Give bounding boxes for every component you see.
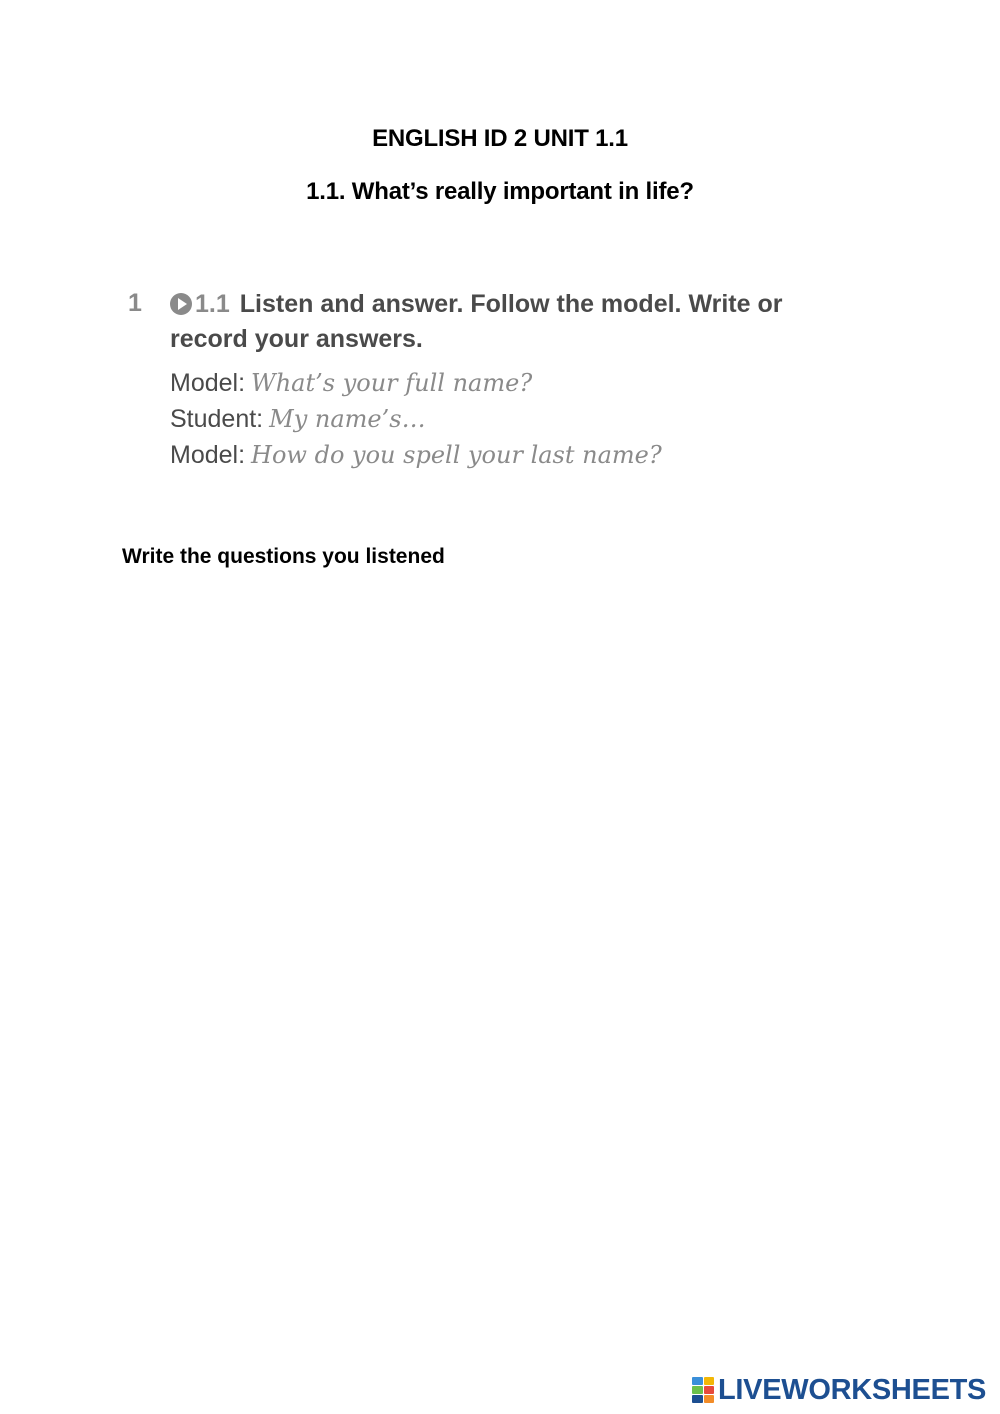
dialog-speaker: Model: xyxy=(170,369,246,397)
task-instruction: Write the questions you listened xyxy=(122,545,445,568)
dialog-line xyxy=(170,365,860,401)
model-dialog xyxy=(170,365,860,473)
dialog-utterance: What’s your full name? xyxy=(251,369,533,397)
dialog-line xyxy=(170,437,860,473)
play-circle-icon[interactable] xyxy=(170,293,192,315)
lesson-subtitle: 1.1. What’s really important in life? xyxy=(306,178,694,205)
audio-track-number: 1.1 xyxy=(195,290,230,318)
dialog-line xyxy=(170,401,860,437)
exercise-instruction: Listen and answer. Follow the model. Write or record your answers. xyxy=(170,290,783,353)
logo-text: LIVEWORKSHEETS xyxy=(718,1373,987,1406)
exercise-heading xyxy=(170,287,860,357)
dialog-speaker: Student: xyxy=(170,405,264,433)
liveworksheets-logo xyxy=(692,1373,986,1407)
exercise-number: 1 xyxy=(128,289,142,317)
dialog-utterance: My name’s… xyxy=(269,405,426,433)
logo-mark-icon xyxy=(692,1377,714,1403)
dialog-utterance: How do you spell your last name? xyxy=(251,441,662,469)
dialog-speaker: Model: xyxy=(170,441,246,469)
worksheet-title: ENGLISH ID 2 UNIT 1.1 xyxy=(372,125,628,152)
